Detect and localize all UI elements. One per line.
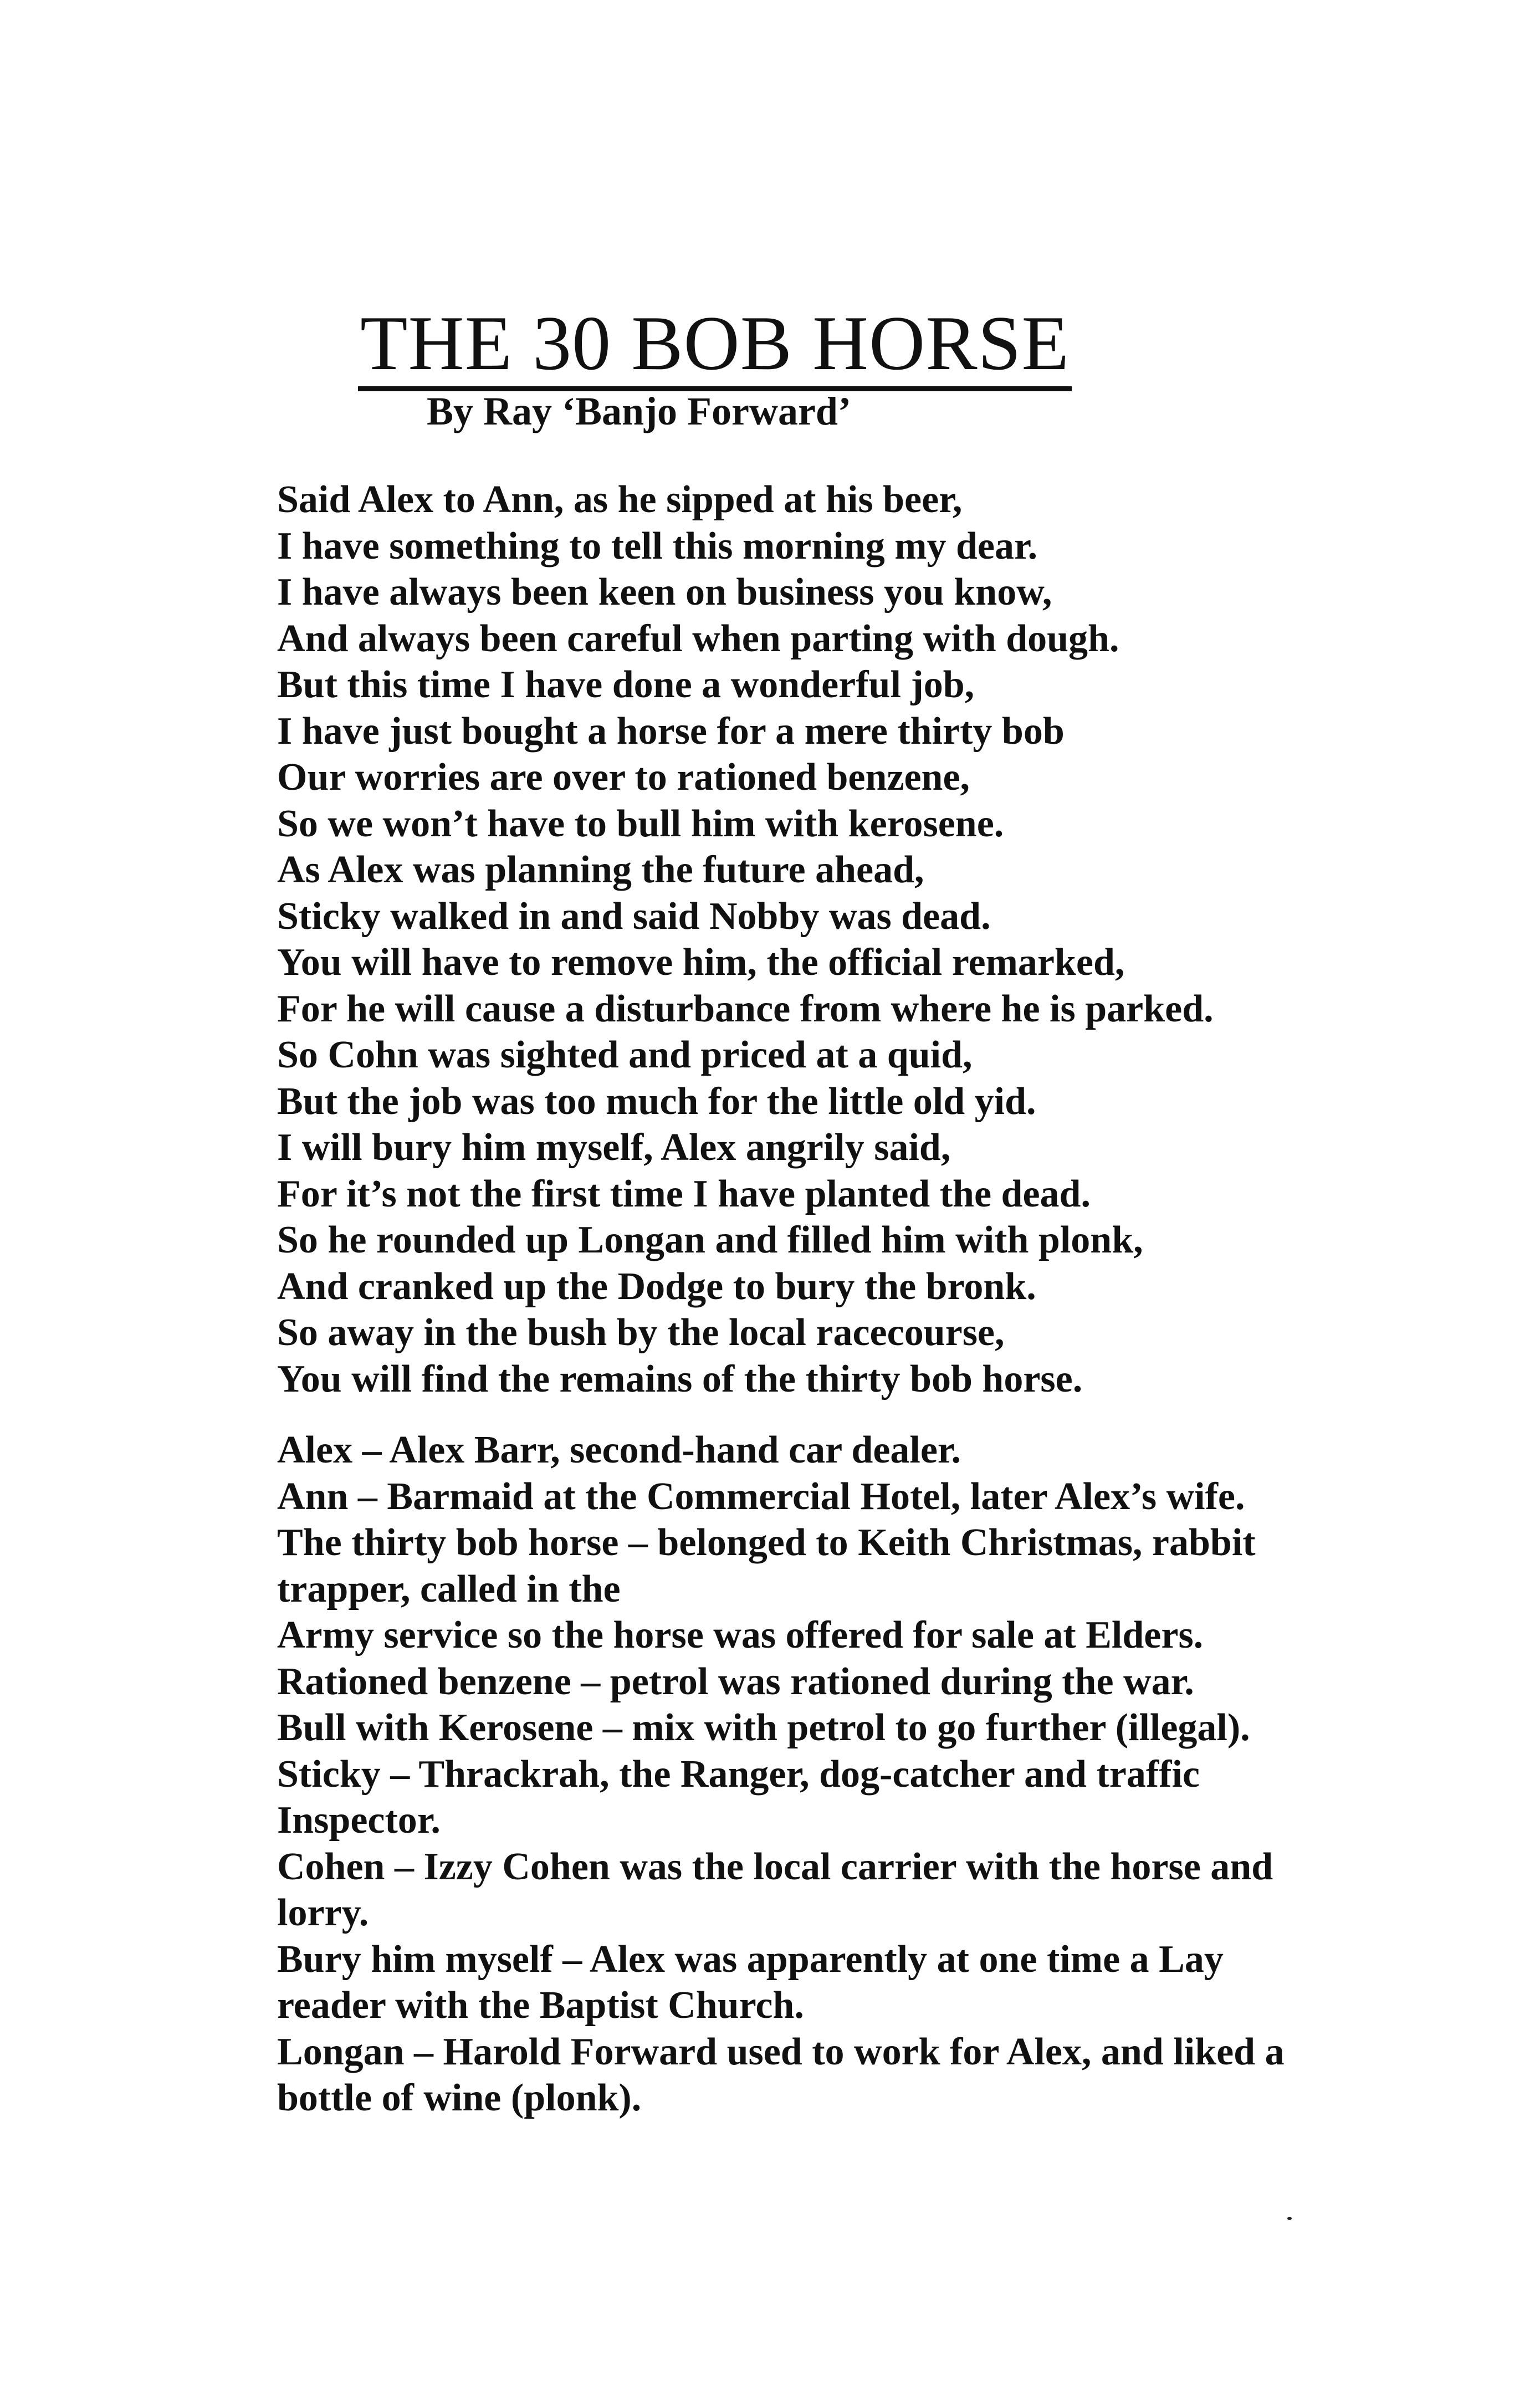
poem-line: I have something to tell this morning my dear. (277, 524, 1038, 567)
poem-title: THE 30 BOB HORSE (358, 302, 1072, 391)
poem-line: You will have to remove him, the official remarked, (277, 941, 1125, 984)
poem-line: Our worries are over to rationed benzene, (277, 756, 970, 799)
poem-line: I have always been keen on business you know, (277, 571, 1052, 613)
note-item: Sticky – Thrackrah, the Ranger, dog-catcher and traffic Inspector. (277, 1752, 1200, 1842)
note-item: Longan – Harold Forward used to work for Alex, and liked a bottle of wine (plonk). (277, 2030, 1285, 2119)
note-item: The thirty bob horse – belonged to Keith Christmas, rabbit trapper, called in the (277, 1521, 1256, 1610)
scan-speck (1287, 2217, 1292, 2220)
note-item: Bury him myself – Alex was apparently at one time a Lay reader with the Baptist Church. (277, 1937, 1224, 2027)
poem-line: Said Alex to Ann, as he sipped at his beer, (277, 478, 963, 521)
poem-line: As Alex was planning the future ahead, (277, 848, 924, 891)
poem-line: And always been careful when parting with dough. (277, 617, 1119, 660)
poem-line: So away in the bush by the local racecourse, (277, 1311, 1005, 1354)
poem-line: So Cohn was sighted and priced at a quid, (277, 1034, 973, 1076)
poem-line: You will find the remains of the thirty bob horse. (277, 1357, 1083, 1400)
poem-line: I will bury him myself, Alex angrily said, (277, 1126, 951, 1169)
note-item: Alex – Alex Barr, second-hand car dealer. (277, 1429, 961, 1471)
poem-line: And cranked up the Dodge to bury the bronk. (277, 1265, 1036, 1308)
note-item: Ann – Barmaid at the Commercial Hotel, later Alex’s wife. (277, 1475, 1245, 1518)
poem-line: I have just bought a horse for a mere thirty bob (277, 709, 1065, 753)
poem-line: But this time I have done a wonderful job, (277, 663, 975, 706)
poem-line: Sticky walked in and said Nobby was dead. (277, 894, 991, 938)
poem-line: For he will cause a disturbance from where he is parked. (277, 987, 1214, 1030)
poem-line: But the job was too much for the little old yid. (277, 1080, 1036, 1123)
note-item: Cohen – Izzy Cohen was the local carrier with the horse and lorry. (277, 1845, 1273, 1934)
note-item: Bull with Kerosene – mix with petrol to go further (illegal). (277, 1706, 1250, 1749)
poem-body (277, 477, 1385, 1402)
note-item: Rationed benzene – petrol was rationed during the war. (277, 1660, 1194, 1703)
poem-line: So he rounded up Longan and filled him with plonk, (277, 1219, 1143, 1261)
poem-line: For it’s not the first time I have planted the dead. (277, 1172, 1091, 1215)
poem-line: So we won’t have to bull him with kerosene. (277, 802, 1004, 845)
note-item: Army service so the horse was offered for sale at Elders. (277, 1614, 1204, 1656)
glossary-notes (277, 1427, 1330, 2121)
title-block (338, 302, 1092, 391)
author-byline: By Ray ‘Banjo Forward’ (427, 389, 851, 433)
